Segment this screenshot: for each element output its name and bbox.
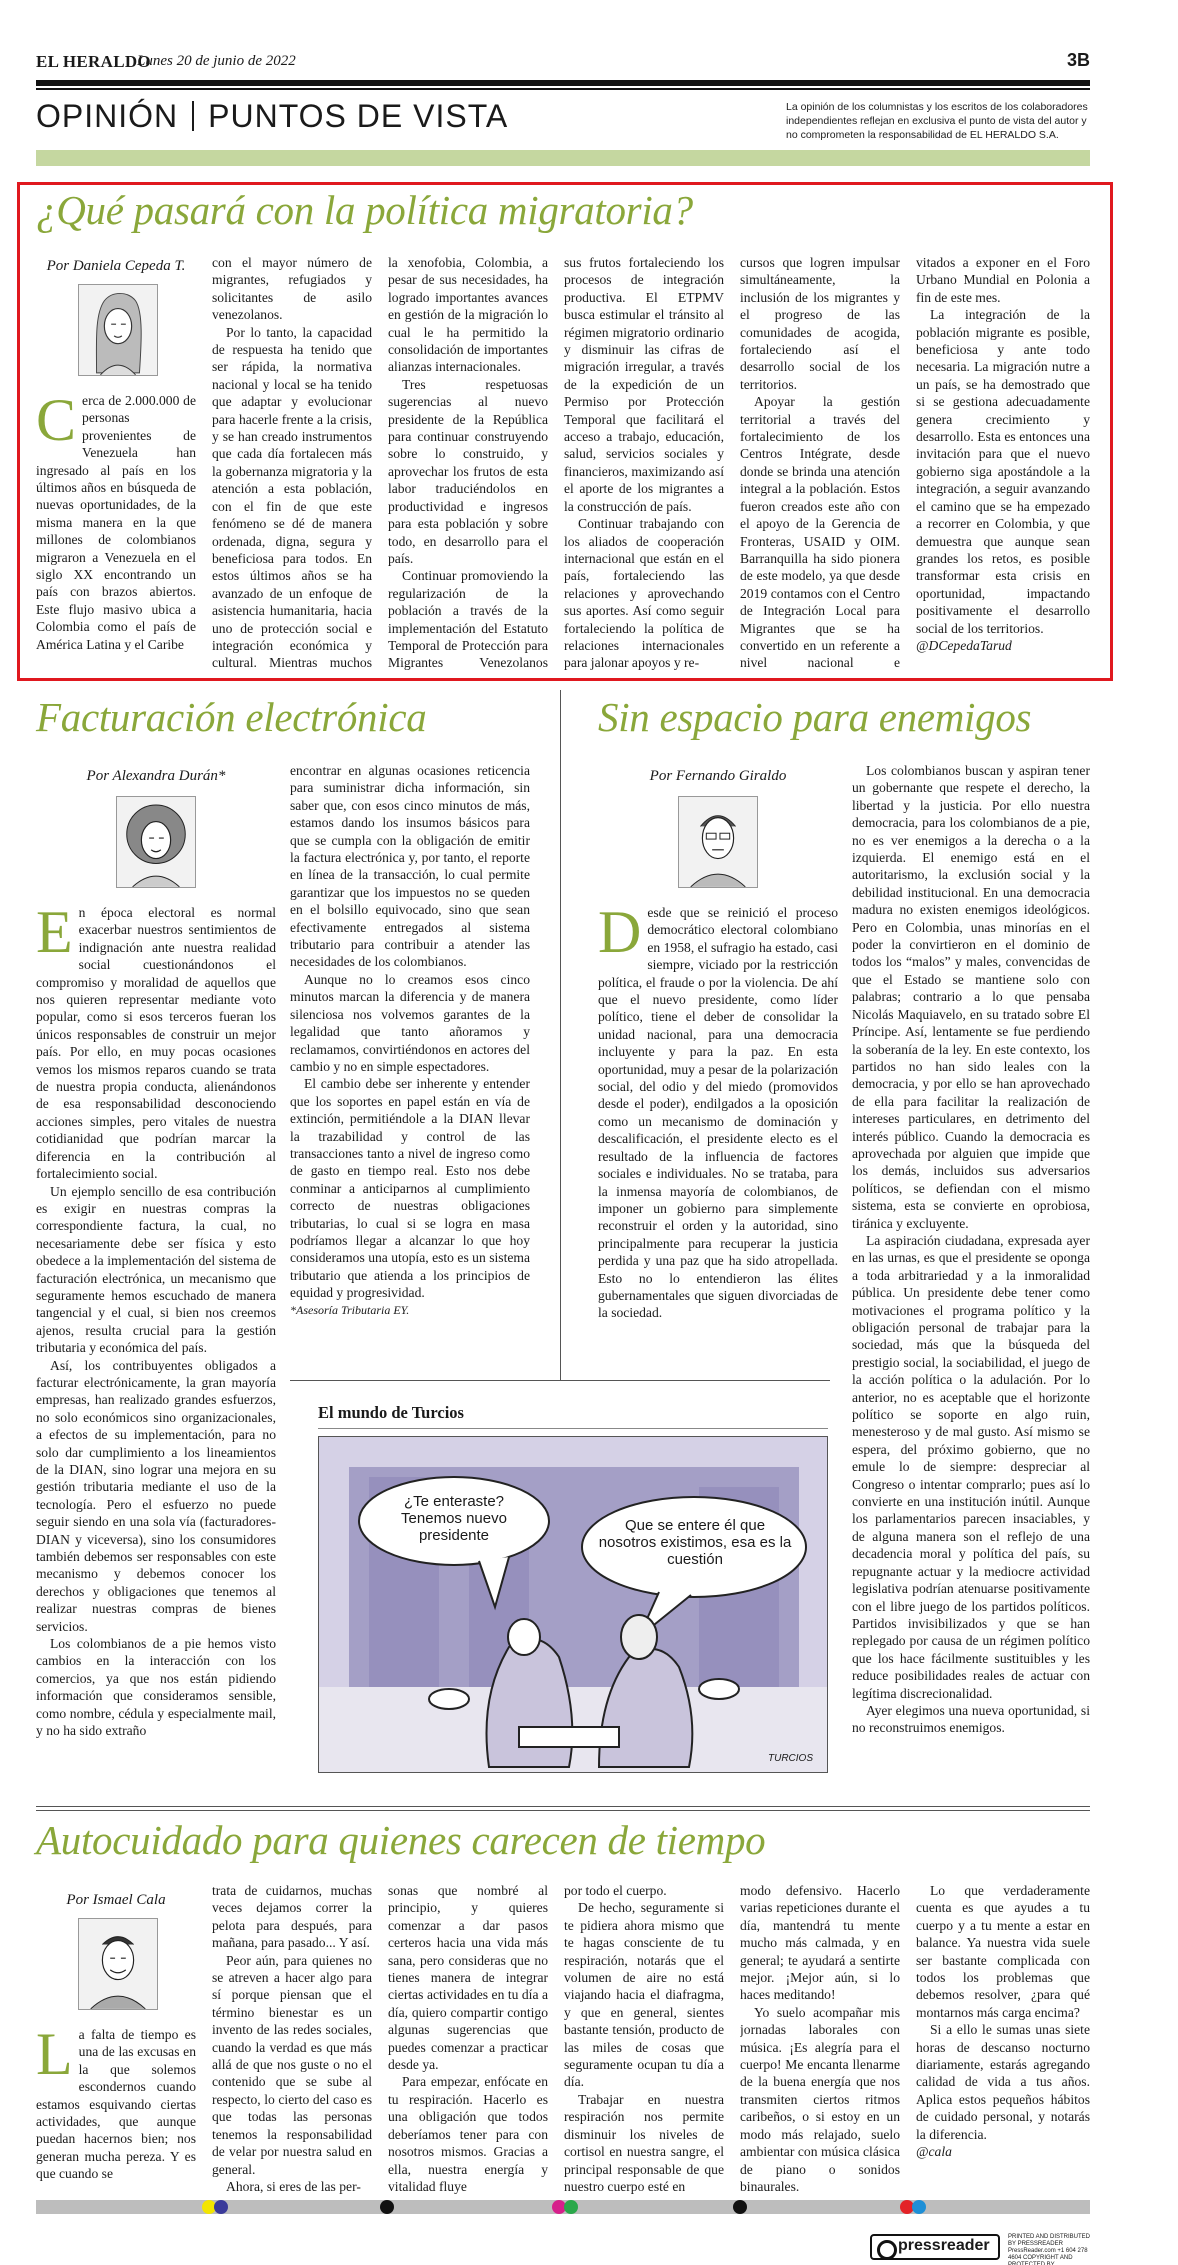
cartoon-divider <box>290 1380 830 1381</box>
article4-column-4 <box>564 1882 724 2197</box>
cartoonist-signature: TURCIOS <box>768 1753 813 1764</box>
paragraph: cursos que logren impulsar simultáneamente, la inclusión de los migrantes y el progreso de las comunidades de acogida, fortaleciendo así el desarrollo social de los territorios. <box>740 255 900 392</box>
section-header <box>36 98 508 144</box>
paragraph: Continuar promoviendo la regularización de la población a través de la implementación del Estatuto Temporal de Protección para Migrantes Venezolanos <box>388 568 548 671</box>
masthead-rule <box>36 80 1090 86</box>
registration-dot <box>564 2200 578 2214</box>
article1-column-6 <box>916 254 1090 674</box>
pressreader-meta: PRINTED AND DISTRIBUTED BY PRESSREADER PressReader.com +1 604 278 4604 COPYRIGHT AND PROTECTED BY <box>1008 2234 1091 2265</box>
speech-bubble-1: ¿Te enteraste? Tenemos nuevo presidente <box>401 1493 507 1544</box>
paragraph: sonas que nombré al principio, y quieres comenzar a dar pasos certeros hacia una vida más sana, pero consideras que no tienes manera de integrar ciertas actividades en tu día a día, quiero compartir contigo algunas sugerencias que puedes comenzar a practicar desde ya. <box>388 1883 548 2073</box>
paragraph: esde que se reinició el proceso democrático electoral colombiano en 1958, el sufragio ha estado, casi siempre, viciado por la restricción política, el fraude o por la violencia. De ahí que el nuevo presidente, como líder político, tiene el deber de consolidar la unidad nacional, para una democracia incluyente y para la paz. En esta oportunidad, muy a pesar de la polarización social, del odio y del miedo (promovidos desde el poder), endilgados a la oposición como un mecanismo de dominación y descalificación, el presidente electo es el resultado de la influencia de factores sociales e individuales. No se trataba, para la inmensa mayoría de colombianos, de imponer un gobierno para simplemente reconstruir el orden y la autoridad, sino principalmente para recuperar la justicia perdida y una paz que ha sido atropellada. Esto no lo entendieron las élites gubernamentales que siguen divorciadas de la sociedad. <box>598 905 838 1321</box>
author-handle: @DCepedaTarud <box>916 637 1012 653</box>
paragraph: El cambio debe ser inherente y entender que los soportes en papel están en vía de extinción, permitiéndole a la DIAN llevar la trazabilidad y control de las transacciones tanto a nivel de ingreso como de gasto en tiempo real. Esto nos debe conminar a anticiparnos al cumplimiento correcto de nuestras obligaciones tributarias, lo cual si se logra en masa podríamos llegar a alcanzar lo que hoy consideramos una utopía, esto es un sistema tributario que atienda a los principios de equidad y progresividad. <box>290 1076 530 1301</box>
article4-column-6 <box>916 1882 1090 2197</box>
section-divider-bottom <box>36 1806 1090 1807</box>
paragraph: Lo que verdaderamente cuenta es que ayudes a tu cuerpo y a tu mente a estar en balance. Ya nuestra vida suele ser bastante complicada con todos los problemas que debemos resolver, ¿para qué montarnos más carga encima? <box>916 1883 1090 2020</box>
masthead-rule-thin <box>36 88 1090 90</box>
byline-autocuidado: Por Ismael Cala <box>66 1892 166 1908</box>
paragraph: vitados a exponer en el Foro Urbano Mundial en Polonia a fin de este mes. <box>916 255 1090 305</box>
paragraph: a falta de tiempo es una de las excusas en la que solemos escondernos cuando estamos esquivando ciertas actividades, que aunque puedan hacernos bien; nos generan mucha pereza. Y es que cuando se <box>36 2027 196 2182</box>
author-note: *Asesoría Tributaria EY. <box>290 1302 410 1317</box>
masthead <box>36 50 1090 76</box>
article1-column-2 <box>212 254 372 674</box>
article-title-migracion[interactable]: ¿Qué pasará con la política migratoria? <box>36 187 693 233</box>
section-divider <box>192 101 194 131</box>
article2-column-2 <box>290 762 530 1352</box>
dropcap: E <box>36 904 73 965</box>
article-title-enemigos[interactable]: Sin espacio para enemigos <box>598 694 1032 740</box>
paragraph: Los colombianos de a pie hemos visto cambios en la interacción con los comercios, ya que nos están pidiendo información que consideramos sensible, como nombre, cédula y especialmente mail, y no ha sido extraño <box>36 1636 276 1739</box>
registration-dot <box>214 2200 228 2214</box>
article1-column-5 <box>740 254 900 674</box>
pressreader-logo[interactable]: pressreader <box>870 2234 1000 2260</box>
registration-dot <box>733 2200 747 2214</box>
section-title-left: OPINIÓN <box>36 98 179 134</box>
article-title-autocuidado[interactable]: Autocuidado para quienes carecen de tiempo <box>36 1817 766 1863</box>
byline-facturacion: Por Alexandra Durán* <box>86 768 226 784</box>
cartoon-section-title: El mundo de Turcios <box>318 1403 464 1422</box>
paragraph: por todo el cuerpo. <box>564 1883 667 1898</box>
paragraph: la xenofobia, Colombia, a pesar de sus necesidades, ha logrado importantes avances en gestión de la migración lo cual le ha permitido la consolidación de importantes alianzas internacionales. <box>388 255 548 375</box>
author-portrait-sketch <box>78 1918 158 2010</box>
paragraph: Para empezar, enfócate en tu respiración. Hacerlo es una obligación que todos deberíamos tener para con nosotros mismos. Gracias a ella, nuestra energía y vitalidad fluye <box>388 2074 548 2194</box>
section-divider-bottom-2 <box>36 1810 1090 1811</box>
article-title-facturacion[interactable]: Facturación electrónica <box>36 694 427 740</box>
author-handle: @cala <box>916 2144 952 2160</box>
paragraph: Un ejemplo sencillo de esa contribución es exigir en nuestras compras la correspondiente factura, la cual, no necesariamente debe ser física y esto obedece a la implementación del sistema de facturación electrónica, un mecanismo que seguramente hemos escuchado de manera tangencial y el cual, si bien nos creemos ajenos, resulta crucial para la gestión tributaria y económica del país. <box>36 1183 276 1356</box>
pressreader-footer <box>870 2234 1091 2265</box>
dropcap: C <box>36 392 77 453</box>
section-color-band <box>36 150 1090 166</box>
paragraph: encontrar en algunas ocasiones reticencia para suministrar dicha información, sin saber que, con esos cinco minutos de más, estamos dando los insumos básicos para que se cumpla con la obligación de emitir la factura electrónica y, por tanto, el reporte en línea de la transacción, lo cual permite garantizar que los impuestos no se queden en el bolsillo equivocado, sino que sean efectivamente entregados al sistema tributario para contribuir a atender las necesidades de los colombianos. <box>290 763 530 970</box>
article3-column-1 <box>598 904 838 1364</box>
paragraph: De hecho, seguramente si te pidiera ahora mismo que te hagas consciente de tu respiración, notarás que el volumen de aire no está viajando hacia el diafragma, y que en general, sientes bastante tensión, producto de las miles de cosas que seguramente ocupan tu día a día. <box>564 1900 724 2090</box>
cartoon-illustration <box>319 1437 828 1773</box>
paragraph: modo defensivo. Hacerlo varias repeticiones durante el día, mantendrá tu mente mucho más calmada, y en general; te ayudará a sentirte mejor. ¡Mejor aún, si lo haces meditando! <box>740 1883 900 2003</box>
paragraph: Ayer elegimos una nueva oportunidad, si no reconstruimos enemigos. <box>852 1702 1090 1736</box>
editorial-cartoon <box>318 1436 828 1773</box>
registration-dot <box>380 2200 394 2214</box>
article4-column-2 <box>212 1882 372 2197</box>
byline-enemigos: Por Fernando Giraldo <box>649 768 787 784</box>
paragraph: Ahora, si eres de las per- <box>226 2178 361 2194</box>
registration-dot <box>912 2200 926 2214</box>
paragraph: Los colombianos buscan y aspiran tener un gobernante que respete el derecho, la libertad y la justicia. Por ello nuestra democracia, para los colombianos de a pie, no es ver enemigos a la derecha o a la izquierda. El enemigo está en el autoritarismo, la exclusión social y la debilidad institucional. En una democracia madura no existen enemigos ideológicos. Pero en Colombia, unas minorías en el poder la convirtieron en el dominio de todos los “malos” y males, convencidas de que el Estado se mantiene solo con palabras; contrario a lo que pensaba Nicolás Maquiavelo, en su tratado sobre El Príncipe. Así, lentamente se fue perdiendo la soberanía de la ley. En este contexto, los partidos no han sido leales con la democracia, y por ello se han aprovechado de ella para facilitar la realización de intereses particulares, en detrimento del interés público. Cuando la democracia es aprovechada por alguien que impide que los demás, incluidos sus adversarios políticos, se defiendan con el mismo sistema, esta se convierte en oprobiosa, tiránica y excluyente. <box>852 763 1090 1231</box>
issue-date: Lunes 20 de junio de 2022 <box>137 53 296 69</box>
section-title-right: PUNTOS DE VISTA <box>208 98 509 134</box>
paragraph: Así, los contribuyentes obligados a facturar electrónicamente, la gran mayoría empresas, han realizado grandes esfuerzos, no solo económicos sino organizacionales, a efectos de su implementación, para no solo dar cumplimiento a los lineamientos de la DIAN, sino lograr una mejora en su gestión tributaria mediante el uso de la tecnología. Pero el esfuerzo no puede seguir siendo en una sola vía (facturadores-DIAN y viceversa), sino los consumidores también debemos ser responsables con este mecanismo y debemos conocer los derechos y obligaciones que tenemos al realizar nuestras compras de bienes servicios. <box>36 1357 276 1634</box>
paragraph: Aunque no lo creamos esos cinco minutos marcan la diferencia y de manera silenciosa nos volvemos garantes de la legalidad que tanto añoramos y reclamamos, convirtiéndonos en actores del cambio y no en simple espectadores. <box>290 971 530 1074</box>
dropcap: L <box>36 2026 73 2087</box>
author-portrait-sketch <box>116 796 196 888</box>
paragraph: Trabajar en nuestra respiración nos permite disminuir los niveles de cortisol en nuestra sangre, el principal responsable de que nuestro cuerpo esté en <box>564 2091 724 2194</box>
article1-column-4 <box>564 254 724 674</box>
paragraph: erca de 2.000.000 de personas provenientes de Venezuela han ingresado al país en los últimos años en búsqueda de nuevas oportunidades, de la misma manera en la que millones de colombianos migraron a Venezuela en el siglo XX encontrando un país con brazos abiertos. Este flujo masivo ubica a Colombia como el país de América Latina y el Caribe <box>36 393 196 652</box>
speech-bubble-2: Que se entere él que nosotros existimos, esa es la cuestión <box>598 1517 792 1568</box>
article2-column-1 <box>36 904 276 1769</box>
article4-column-5 <box>740 1882 900 2197</box>
paragraph: La aspiración ciudadana, expresada ayer en las urnas, es que el presidente se oponga a toda arbitrariedad y a la inmoralidad pública. Un presidente debe tener como motivaciones el programa político y la obligación personal de trabajar para la sociedad, más que la búsqueda del prestigio social, la sociabilidad, el juego de la acción política o la adulación. Por lo anterior, no es aceptable que el horizonte político se soporte en algo ruin, menesteroso y de mal gusto. Así mismo se espera, del próximo gobierno, que no emule lo de siempre: despreciar al Congreso o intentar comprarlo; pues así lo convierte en una institución inútil. Aunque los parlamentarios parecen insaciables, y de alguna manera son el reflejo de una decadencia moral y política del país, su repugnante actuar y la mediocre actividad legislativa podrían atenuarse positivamente con el libre juego de los partidos políticos. Partidos invisibilizados y que se han replegado por causa de un régimen político que los hace fácilmente sustituibles y les reduce posibilidades reales de actuar con legítima discrecionalidad. <box>852 1232 1090 1701</box>
paragraph: La integración de la población migrante es posible, beneficiosa y ante todo necesaria. La migración nutre a un país, se ha demostrado que si se gestiona adecuadamente genera crecimiento y desarrollo. Esta es entonces una invitación para que el nuevo gobierno siga apostándole a la integración, a seguir avanzando el camino que se ha empezado a recorrer en Colombia, y que demuestra que aunque sean grandes los retos, es posible transformar esta crisis en oportunidad, impactando positivamente el desarrollo social de los territorios. <box>916 307 1090 636</box>
article3-column-2 <box>852 762 1090 1772</box>
page-number: 3B <box>1066 50 1090 70</box>
paragraph: n época electoral es normal exacerbar nuestros sentimientos de indignación ante nuestra realidad social cuestionándonos el compromiso y moralidad de aquellos que nos quieren representar mediante voto popular, como si esos terceros fueran los únicos responsables de construir un mejor país. Por ello, en muy pocas ocasiones vemos los mismos reparos cuando se trata de nuestra propia conducta, alienándonos de esa responsabilidad desconociendo acciones simples, pero vitales de nuestra cotidianidad que podrían marcar la diferencia en la contribución al fortalecimiento social. <box>36 905 276 1182</box>
paragraph: sus frutos fortaleciendo los procesos de integración productiva. El ETPMV busca estimular el tránsito al régimen migratorio ordinario y disminuir las cifras de migración irregular, a través de la expedición de un Permiso por Protección Temporal que facilitará el acceso a trabajo, educación, salud, servicios sociales y financieros, maximizando así el aporte de los migrantes a la construcción de país. <box>564 255 724 514</box>
article4-column-1 <box>36 2026 196 2196</box>
editorial-disclaimer: La opinión de los columnistas y los escritos de los colaboradores independientes reflejan en exclusiva el punto de vista del autor y no comprometen la responsabilidad de EL HERALDO S.A. <box>786 101 1088 141</box>
paragraph: Peor aún, para quienes no se atreven a hacer algo para sí porque piensan que el término bienestar es un invento de las redes sociales, cuando la verdad es que más allá de que nos guste o no el contenido que se sube al respecto, lo cierto del caso es que todas las personas tenemos la responsabilidad de velar por nuestra salud en general. <box>212 1952 372 2177</box>
article4-column-3 <box>388 1882 548 2197</box>
paragraph: Apoyar la gestión territorial a través del fortalecimiento de los Centros Intégrate, desde donde se brinda una atención integral a la población. Estos fueron creados este año con el apoyo de la Gerencia de Fronteras, USAID y OIM. Barranquilla ha sido pionera de este modelo, ya que desde 2019 contamos con el Centro de Integración Local para Migrantes que se ha convertido en un referente a nivel nacional e <box>740 394 900 671</box>
author-portrait-sketch <box>78 284 158 376</box>
paragraph: Tres respetuosas sugerencias al nuevo presidente de la República para continuar construyendo sobre lo construido, y aprovechar los frutos de esta labor traduciéndolos en productividad e ingresos para esta población y sobre todo, en desarrollo para el país. <box>388 376 548 566</box>
newspaper-brand: EL HERALDO <box>36 52 151 71</box>
article1-column-3 <box>388 254 548 674</box>
author-portrait-sketch <box>678 796 758 888</box>
byline-migracion: Por Daniela Cepeda T. <box>46 258 186 274</box>
column-divider <box>560 690 561 1380</box>
article1-column-1 <box>36 392 196 672</box>
paragraph: Yo suelo acompañar mis jornadas laborales con música. ¡Es alegría para el cuerpo! Me encanta llenarme de la buena energía que nos transmiten ciertos ritmos caribeños, o si estoy en un modo más relajado, suelo ambientar con música clásica de piano o sonidos binaurales. <box>740 2004 900 2194</box>
dropcap: D <box>598 904 642 965</box>
cartoon-title-rule <box>318 1428 828 1429</box>
paragraph: trata de cuidarnos, muchas veces dejamos correr la pelota para después, para mañana, para pasado... Y así. <box>212 1883 372 1951</box>
paragraph: con el mayor número de migrantes, refugiados y solicitantes de asilo venezolanos. <box>212 255 372 323</box>
paragraph: Continuar trabajando con los aliados de cooperación internacional que están en el país, fortaleciendo las relaciones y aprovechando sus aportes. Así como seguir fortaleciendo la política de relaciones internacionales para jalonar apoyos y re- <box>564 516 724 671</box>
paragraph: Por lo tanto, la capacidad de respuesta ha tenido que ser rápida, la normativa nacional y local se ha tenido que adaptar y evolucionar para hacerle frente a la crisis, y se han creado instrumentos que cada día fortalecen más la gobernanza migratoria y la atención a esta población, con el fin de que este fenómeno se dé de manera ordenada, digna, segura y beneficiosa para todos. En estos últimos años se ha avanzado de un enfoque de asistencia humanitaria, hacia uno de protección social e integración económica y cultural. Mientras muchos <box>212 324 372 671</box>
paragraph: Si a ello le sumas unas siete horas de descanso nocturno diariamente, estarás agregando calidad de vida a tus años. Aplica estos pequeños hábitos de cuidado personal, y notarás la diferencia. <box>916 2022 1090 2142</box>
